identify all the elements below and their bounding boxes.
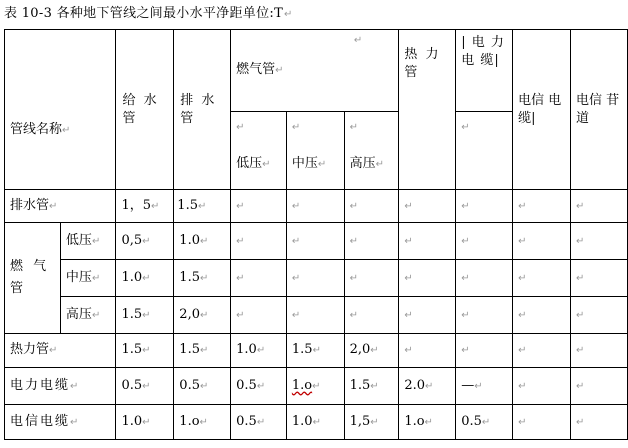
cell: ↵ (344, 297, 399, 334)
cell: 0.5↵ (456, 405, 513, 440)
header-power-empty: ↵ (456, 112, 513, 190)
cell: ↵ (286, 297, 344, 334)
row-heat-label: 热力管↵ (5, 334, 116, 368)
clearance-table (4, 29, 628, 440)
header-telecom-duct: 电信 苷道 (571, 30, 628, 190)
cell: ↵ (286, 190, 344, 223)
cell: 1.5↵ (174, 260, 231, 297)
cell: ↵ (231, 297, 287, 334)
cell: ↵ (286, 223, 344, 260)
cell: 1.5↵ (174, 334, 231, 368)
cell: 0.5↵ (231, 368, 287, 405)
cell: ↵ (571, 297, 628, 334)
row-drainage-label: 排水管↵ (5, 190, 116, 223)
cell: 2,0↵ (174, 297, 231, 334)
row-gas-group-label: 燃 气 管 (5, 223, 61, 334)
header-power-cable: | 电 力电 缆| (456, 30, 513, 112)
cell: ↵ (399, 223, 456, 260)
cell: ↵ (571, 405, 628, 440)
cell: ↵ (513, 405, 571, 440)
header-water-supply: 给 水 管 (116, 30, 174, 190)
cell: 1.o↵ (399, 405, 456, 440)
cell: 2,0↵ (344, 334, 399, 368)
cell: 0.5↵ (231, 405, 287, 440)
cell: ↵ (344, 190, 399, 223)
cell: 1.5↵ (116, 334, 174, 368)
table-caption (4, 2, 293, 21)
cell: 1,5↵ (344, 405, 399, 440)
header-pipe-name: 管线名称↵ (5, 30, 116, 190)
header-drainage: 排 水 管 (174, 30, 231, 190)
caption-unit: T (274, 6, 284, 21)
cell: 1.o↵ (174, 405, 231, 440)
header-heat-pipe: 热 力 管 (399, 30, 456, 190)
caption-text: 表 10-3 各种地下管线之间最小水平净距单位: (4, 6, 275, 21)
cell: 1.0↵ (286, 405, 344, 440)
cell: ↵ (513, 223, 571, 260)
cell: ↵ (231, 190, 287, 223)
paragraph-mark: ↵ (284, 9, 293, 20)
cell: ↵ (571, 334, 628, 368)
cell: ↵ (456, 260, 513, 297)
header-gas-high: ↵ 高压↵ (344, 112, 399, 190)
cell: ↵ (513, 368, 571, 405)
cell: ↵ (513, 190, 571, 223)
cell: ↵ (571, 190, 628, 223)
cell: ↵ (513, 260, 571, 297)
cell: 0.5↵ (174, 368, 231, 405)
cell: 1.0↵ (116, 260, 174, 297)
cell: ↵ (399, 260, 456, 297)
cell: ↵ (344, 223, 399, 260)
cell: 1.5↵ (286, 334, 344, 368)
cell: ↵ (399, 334, 456, 368)
cell: ↵ (571, 368, 628, 405)
cell: ↵ (456, 297, 513, 334)
cell: 1.0↵ (231, 334, 287, 368)
cell: 1.5↵ (116, 297, 174, 334)
cell: 1，5↵ (116, 190, 174, 223)
row-telecom-label: 电信电缆↵ (5, 405, 116, 440)
cell: 1.0↵ (174, 223, 231, 260)
cell: ↵ (513, 334, 571, 368)
cell: ↵ (399, 190, 456, 223)
header-gas-low: ↵ 低压↵ (231, 112, 287, 190)
cell: 1.o↵ (286, 368, 344, 405)
row-gas-low-label: 低压↵ (60, 223, 116, 260)
header-gas-mid: ↵ 中压↵ (286, 112, 344, 190)
row-gas-mid-label: 中压↵ (60, 260, 116, 297)
row-gas-high-label: 高压↵ (60, 297, 116, 334)
row-power-label: 电力电缆↵ (5, 368, 116, 405)
cell: 0,5↵ (116, 223, 174, 260)
cell: ↵ (571, 223, 628, 260)
cell: ↵ (231, 223, 287, 260)
cell: ↵ (456, 334, 513, 368)
cell: 1.5↵ (174, 190, 231, 223)
cell: ↵ (456, 190, 513, 223)
cell: ↵ (231, 260, 287, 297)
cell: ↵ (513, 297, 571, 334)
cell: 1.5↵ (344, 368, 399, 405)
cell: ↵ (399, 297, 456, 334)
cell: 1.0↵ (116, 405, 174, 440)
cell: ↵ (571, 260, 628, 297)
cell: ↵ (344, 260, 399, 297)
cell: ↵ (286, 260, 344, 297)
cell: 0.5↵ (116, 368, 174, 405)
cell: 2.0↵ (399, 368, 456, 405)
header-telecom-cable: 电信 电缆| (513, 30, 571, 190)
cell: ↵ (456, 223, 513, 260)
cell: —↵ (456, 368, 513, 405)
header-gas-pipe: ↵ 燃气管↵ (231, 30, 399, 112)
